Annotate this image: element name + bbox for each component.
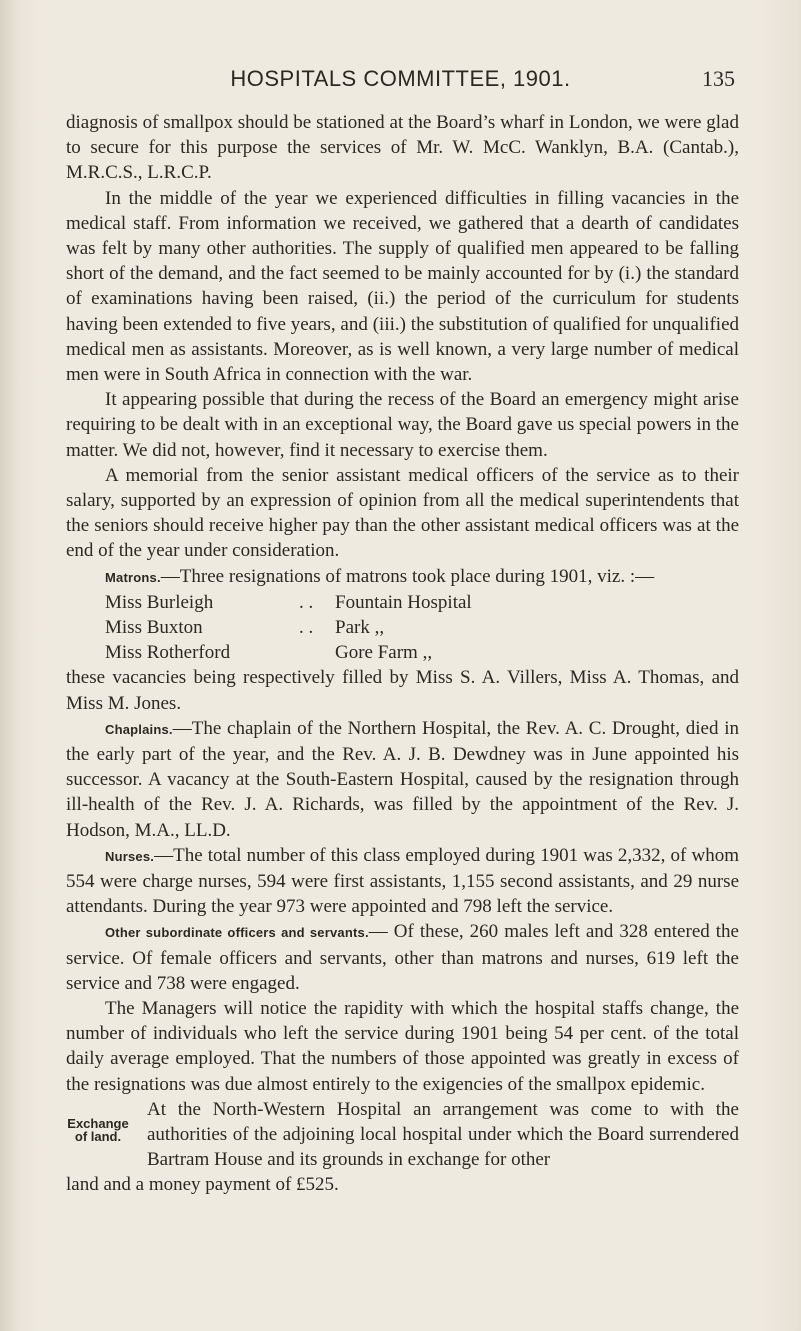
margin-note-line: of land. <box>74 1128 122 1144</box>
exchange-margin-note <box>66 1117 130 1143</box>
matron-hospital: Park ,, <box>335 617 385 639</box>
nurses-text: —The total number of this class employed during 1901 was 2,332, of whom 554 were charge nurses, 594 were first assistants, 1,155 second assistants, and 29 nurse attendants. During the year 973 were appointed and 798 left the service. <box>66 844 739 918</box>
paragraph-vacancies: In the middle of the year we experienced difficulties in filling vacancies in the medical staff. From information we received, we gathered that a dearth of candidates was felt by many other authorities. The supply of qualified men appeared to be falling short of the demand, and the fact seemed to be mainly accounted for by (i.) the standard of examinations having been raised, (ii.) the period of the curriculum for students having been extended to five years, and (iii.) the substitution of qualified for unqualified medical men as assistants. Moreover, as is well known, a very large number of medical men were in South Africa in connection with the war. <box>66 187 739 386</box>
chaplains-text: —The chaplain of the Northern Hospital, the Rev. A. C. Drought, died in the early part of the year, and the Rev. A. J. B. Dewdney was in June appointed his successor. A vacancy at the South-Eastern Hospital, caused by the resignation through ill-health of the Rev. J. A. Richards, was filled by the appointment of the Rev. J. Hodson, M.A., LL.D. <box>66 717 739 841</box>
chaplains-section <box>66 716 739 843</box>
matrons-list <box>66 590 739 666</box>
other-officers-section <box>66 919 739 996</box>
page-number: 135 <box>702 66 735 91</box>
leader-dots <box>299 640 335 665</box>
chaplains-heading: Chaplains. <box>105 721 173 737</box>
exchange-section <box>66 1097 739 1173</box>
paragraph-memorial: A memorial from the senior assistant medical officers of the service as to their salary, supported by an expression of opinion from all the medical superintendents that the seniors should receive higher pay than the other assistant medical officers was at the end of the year under consideration. <box>66 464 739 562</box>
matrons-section <box>66 564 739 590</box>
margin-note-line: Exchange <box>67 1115 129 1131</box>
list-item <box>66 615 739 640</box>
exchange-tail: land and a money payment of £525. <box>66 1174 339 1196</box>
paragraph-smallpox-wharf: diagnosis of smallpox should be stationed at the Board’s wharf in London, we were glad to secure for this purpose the services of Mr. W. McC. Wanklyn, B.A. (Cantab.), M.R.C.S., L.R.C.P. <box>66 112 739 184</box>
running-title: HOSPITALS COMMITTEE, 1901. <box>230 66 571 91</box>
nurses-heading: Nurses. <box>105 848 155 864</box>
matron-hospital: Gore Farm ,, <box>335 642 433 664</box>
paragraph-special-powers: It appearing possible that during the recess of the Board an emergency might arise requiring to be dealt with in an exceptional way, the Board gave us special powers in the matter. We did not, however, find it necessary to exercise them. <box>66 389 739 461</box>
leader-dots: . . <box>299 591 314 613</box>
matron-name: Miss Rotherford <box>105 642 231 664</box>
matrons-heading: Matrons. <box>105 569 161 585</box>
matron-name: Miss Burleigh <box>105 591 214 613</box>
body-text <box>66 110 739 1198</box>
matron-hospital: Fountain Hospital <box>335 591 472 613</box>
list-item <box>66 590 739 615</box>
other-officers-text: — Of these, 260 males left and 328 entered the service. Of female officers and servants, other than matrons and nurses, 619 left the service and 738 were engaged. <box>66 921 739 994</box>
matron-name: Miss Buxton <box>105 617 203 639</box>
leader-dots: . . <box>299 617 314 639</box>
exchange-text: At the North-Western Hospital an arrangement was come to with the authorities of the adjoining local hospital under which the Board surrendered Bartram House and its grounds in exchange for other <box>147 1098 739 1171</box>
page-header <box>0 66 801 96</box>
matrons-intro: —Three resignations of matrons took place during 1901, viz. :— <box>160 565 655 587</box>
paragraph-managers: The Managers will notice the rapidity with which the hospital staffs change, the number of individuals who left the service during 1901 being 54 per cent. of the total daily average employed. That the numbers of those appointed was greatly in excess of the resignations was due almost entirely to the exigencies of the smallpox epidemic. <box>66 998 739 1095</box>
other-officers-heading: Other subordinate officers and servants. <box>105 925 369 941</box>
matrons-tail: these vacancies being respectively filled by Miss S. A. Villers, Miss A. Thomas, and Miss M. Jones. <box>66 667 739 714</box>
list-item <box>66 640 739 665</box>
nurses-section <box>66 843 739 920</box>
